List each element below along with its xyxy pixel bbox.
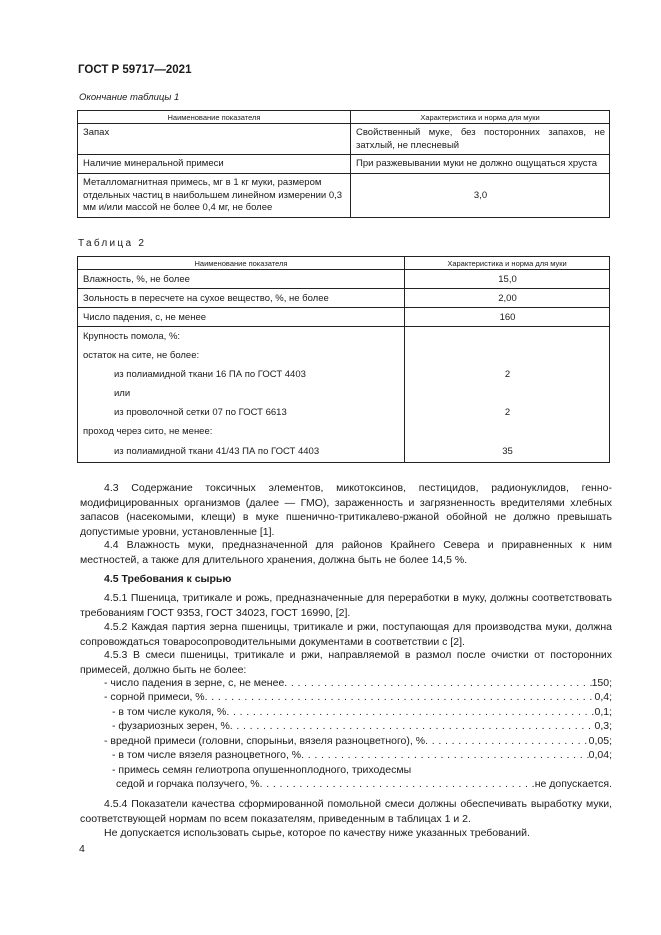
indicator-cell: Число падения, с, не менее: [78, 308, 405, 327]
leader-dots: [425, 734, 589, 749]
indicator-cell: Наличие минеральной примеси: [78, 155, 351, 174]
norm-cell: 15,0: [405, 270, 610, 289]
table-row: [78, 422, 610, 441]
wire-cell: из проволочной сетки 07 по ГОСТ 6613: [78, 403, 405, 422]
list-item: [112, 705, 612, 720]
norm-cell-empty: [405, 327, 610, 346]
table-row: [78, 270, 610, 289]
polyamide2-cell: из полиамидной ткани 41/43 ПА по ГОСТ 4403: [78, 441, 405, 463]
column-header-indicator: Наименование показателя: [78, 257, 405, 270]
list-item-heliotrope-line1: - примесь семян гелиотропа опушенноплодного, триходесмы: [112, 764, 412, 776]
norm-cell-empty: [405, 346, 610, 365]
list-item: [104, 676, 612, 691]
column-header-norm: Характеристика и норма для муки: [405, 257, 610, 270]
list-item-value: 0,04;: [588, 749, 612, 761]
table-header-row: [78, 257, 610, 270]
list-item: [116, 777, 612, 792]
list-item: [112, 719, 612, 734]
norm-cell: 3,0: [351, 174, 610, 218]
column-header-norm: Характеристика и норма для муки: [351, 111, 610, 124]
list-item: [104, 734, 612, 749]
table2-caption: Таблица 2: [78, 238, 147, 249]
page-number: 4: [79, 843, 85, 855]
indicator-cell: Металломагнитная примесь, мг в 1 кг муки, размером отдельных частиц в наибольшем линейном измерении 0,3 мм и/или массой не более 0,4 мг, не более: [78, 174, 351, 218]
norm-cell: 2: [405, 365, 610, 384]
list-item-label: - фузариозных зерен, %: [112, 720, 230, 732]
list-item-value: не допускается.: [534, 778, 612, 790]
table-row: [78, 365, 610, 384]
leader-dots: [205, 690, 595, 705]
residue-cell: остаток на сите, не более:: [78, 346, 405, 365]
table-row: [78, 327, 610, 346]
paragraph-4-5-1: 4.5.1 Пшеница, тритикале и рожь, предназначенные для переработки в муку, должны соответствовать требованиям ГОСТ 9353, ГОСТ 34023, ГОСТ 16990, [2].: [80, 592, 612, 619]
leader-dots: [226, 705, 594, 720]
norm-cell-empty: [405, 384, 610, 403]
grind-title-cell: Крупность помола, %:: [78, 327, 405, 346]
norm-cell: 2,00: [405, 289, 610, 308]
list-item-value: 0,3;: [594, 720, 612, 732]
paragraph-4-4: 4.4 Влажность муки, предназначенной для районов Крайнего Севера и приравненных к ним местностей, а также для длительного хранения, должна быть не более 14,5 %.: [80, 539, 612, 566]
table-row: [78, 441, 610, 463]
table1-continuation-caption: Окончание таблицы 1: [79, 92, 180, 103]
list-item-label: - в том числе куколя, %: [112, 706, 227, 718]
list-item-value: 0,4;: [594, 691, 612, 703]
norm-cell: 35: [405, 441, 610, 463]
table-row: [78, 174, 610, 218]
list-item-value: 150;: [591, 677, 612, 689]
column-header-indicator: Наименование показателя: [78, 111, 351, 124]
list-item: [104, 690, 612, 705]
table-row: [78, 308, 610, 327]
paragraph-4-3: 4.3 Содержание токсичных элементов, микотоксинов, пестицидов, радионуклидов, генно-модифицированных организмов (далее — ГМО), зараженность и загрязненность вредителями хлебных запасов (насекомыми, клещи) в муке пшенично-тритикалево-ржаной обойной не должно превышать допустимые уровни, установленные [1].: [80, 482, 612, 538]
paragraph-4-5-3: 4.5.3 В смеси пшеницы, тритикале и ржи, направляемой в размол после очистки от посторонних примесей, должно быть не более:: [80, 649, 612, 676]
table-row: [78, 155, 610, 174]
table-2: [77, 256, 610, 463]
indicator-cell: Запах: [78, 124, 351, 155]
norm-cell-empty: [405, 422, 610, 441]
table-header-row: [78, 111, 610, 124]
table-row: [78, 384, 610, 403]
passage-cell: проход через сито, не менее:: [78, 422, 405, 441]
leader-dots: [301, 748, 588, 763]
leader-dots: [230, 719, 595, 734]
polyamide-cell: из полиамидной ткани 16 ПА по ГОСТ 4403: [78, 365, 405, 384]
list-item-label: - сорной примеси, %: [104, 691, 205, 703]
section-heading-4-5: 4.5 Требования к сырью: [104, 573, 232, 585]
leader-dots: [260, 777, 535, 792]
list-item-value: 0,1;: [594, 706, 612, 718]
indicator-cell: Зольность в пересчете на сухое вещество, %, не более: [78, 289, 405, 308]
norm-cell: Свойственный муке, без посторонних запахов, не затхлый, не плесневый: [351, 124, 610, 155]
paragraph-4-5-4: 4.5.4 Показатели качества сформированной помольной смеси должны обеспечивать выработку муки, соответствующей нормам по всем показателям, приведенным в таблицах 1 и 2.: [80, 798, 612, 825]
table-1: [77, 110, 610, 218]
table-row: [78, 403, 610, 422]
list-item: [112, 748, 612, 763]
paragraph-4-5-2: 4.5.2 Каждая партия зерна пшеницы, тритикале и ржи, поступающая для производства муки, должна сопровождаться товаросопроводительными документами в соответствии с [2].: [80, 621, 612, 648]
list-item-label: седой и горчака ползучего, %: [116, 778, 260, 790]
norm-cell: 160: [405, 308, 610, 327]
paragraph-final: Не допускается использовать сырье, которое по качеству ниже указанных требований.: [104, 827, 530, 839]
leader-dots: [284, 676, 591, 691]
list-item-label: - число падения в зерне, с, не менее: [104, 677, 285, 689]
standard-designation: ГОСТ Р 59717—2021: [78, 64, 192, 76]
norm-cell: 2: [405, 403, 610, 422]
table-row: [78, 124, 610, 155]
table-row: [78, 346, 610, 365]
indicator-cell: Влажность, %, не более: [78, 270, 405, 289]
or-cell: или: [78, 384, 405, 403]
norm-cell: При разжевывании муки не должно ощущаться хруста: [351, 155, 610, 174]
list-item-label: - в том числе вязеля разноцветного, %: [112, 749, 302, 761]
list-item-label: - вредной примеси (головни, спорыньи, вязеля разноцветного), %: [104, 735, 426, 747]
table-row: [78, 289, 610, 308]
list-item-value: 0,05;: [588, 735, 612, 747]
